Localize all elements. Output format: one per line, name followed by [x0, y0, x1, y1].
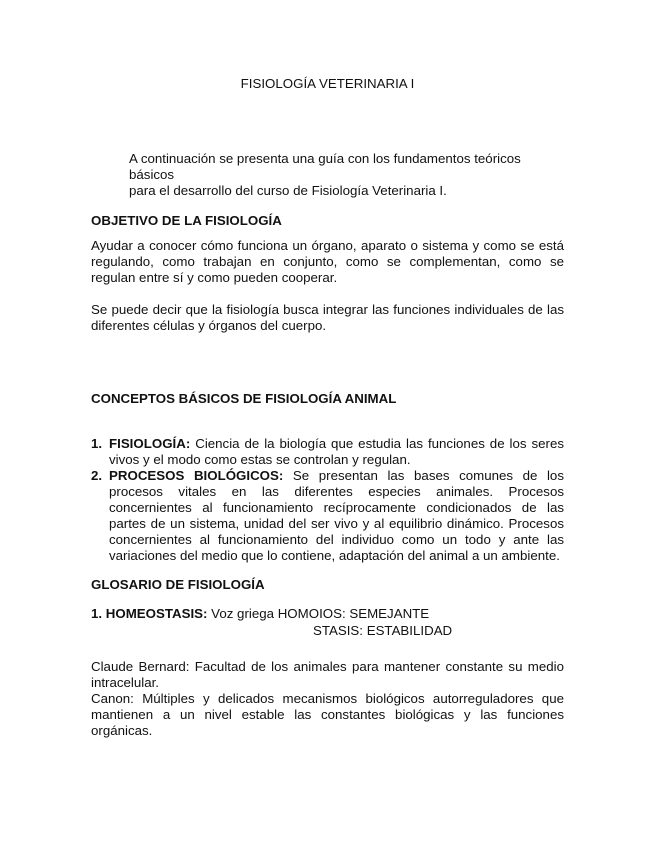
homeostasis-definition: Voz griega HOMOIOS: SEMEJANTE [207, 606, 430, 621]
stasis-definition: STASIS: ESTABILIDAD [313, 623, 453, 638]
list-item-number: 1. [91, 436, 103, 451]
list-item-term: FISIOLOGÍA: [109, 436, 191, 451]
conceptos-list [91, 436, 564, 564]
intro-line-1: A continuación se presenta una guía con los fundamentos teóricos básicos [129, 151, 521, 182]
objetivo-heading: OBJETIVO DE LA FISIOLOGÍA [91, 213, 282, 228]
bernard-paragraph: Claude Bernard: Facultad de los animales para mantener constante su medio intracelular. [91, 659, 564, 690]
list-item-text: Ciencia de la biología que estudia las funciones de los seres vivos y el modo como estas se controlan y regulan. [109, 436, 564, 467]
list-item-number: 2. [91, 468, 103, 483]
list-item-term: PROCESOS BIOLÓGICOS: [109, 468, 284, 483]
objetivo-paragraph-2: Se puede decir que la fisiología busca integrar las funciones individuales de las diferentes células y órganos del cuerpo. [91, 302, 564, 333]
list-item [91, 436, 564, 468]
list-item-text: Se presentan las bases comunes de los procesos vitales en las diferentes especies animales. Procesos concernientes al funcionamiento recíprocamente condicionados de las partes de un sistema, unidad del ser vivo y al equilibrio dinámico. Procesos concernientes al funcionamiento del individuo como un todo y ante las variaciones del medio que lo contiene, adaptación del animal a un ambiente. [109, 468, 564, 563]
intro-paragraph [129, 151, 565, 199]
conceptos-heading: CONCEPTOS BÁSICOS DE FISIOLOGÍA ANIMAL [91, 391, 397, 406]
homeostasis-entry [91, 606, 564, 622]
document-title: FISIOLOGÍA VETERINARIA I [240, 76, 415, 91]
glosario-heading: GLOSARIO DE FISIOLOGÍA [91, 577, 265, 592]
canon-paragraph: Canon: Múltiples y delicados mecanismos biológicos autorreguladores que mantienen a un nivel estable las constantes biológicas y las funciones orgánicas. [91, 691, 564, 738]
objetivo-paragraph-1: Ayudar a conocer cómo funciona un órgano, aparato o sistema y como se está regulando, como trabajan en conjunto, como se complementan, como se regulan entre sí y como pueden cooperar. [91, 238, 564, 285]
list-item [91, 468, 564, 564]
intro-line-2: para el desarrollo del curso de Fisiología Veterinaria I. [129, 183, 447, 198]
homeostasis-term: 1. HOMEOSTASIS: [91, 606, 208, 621]
